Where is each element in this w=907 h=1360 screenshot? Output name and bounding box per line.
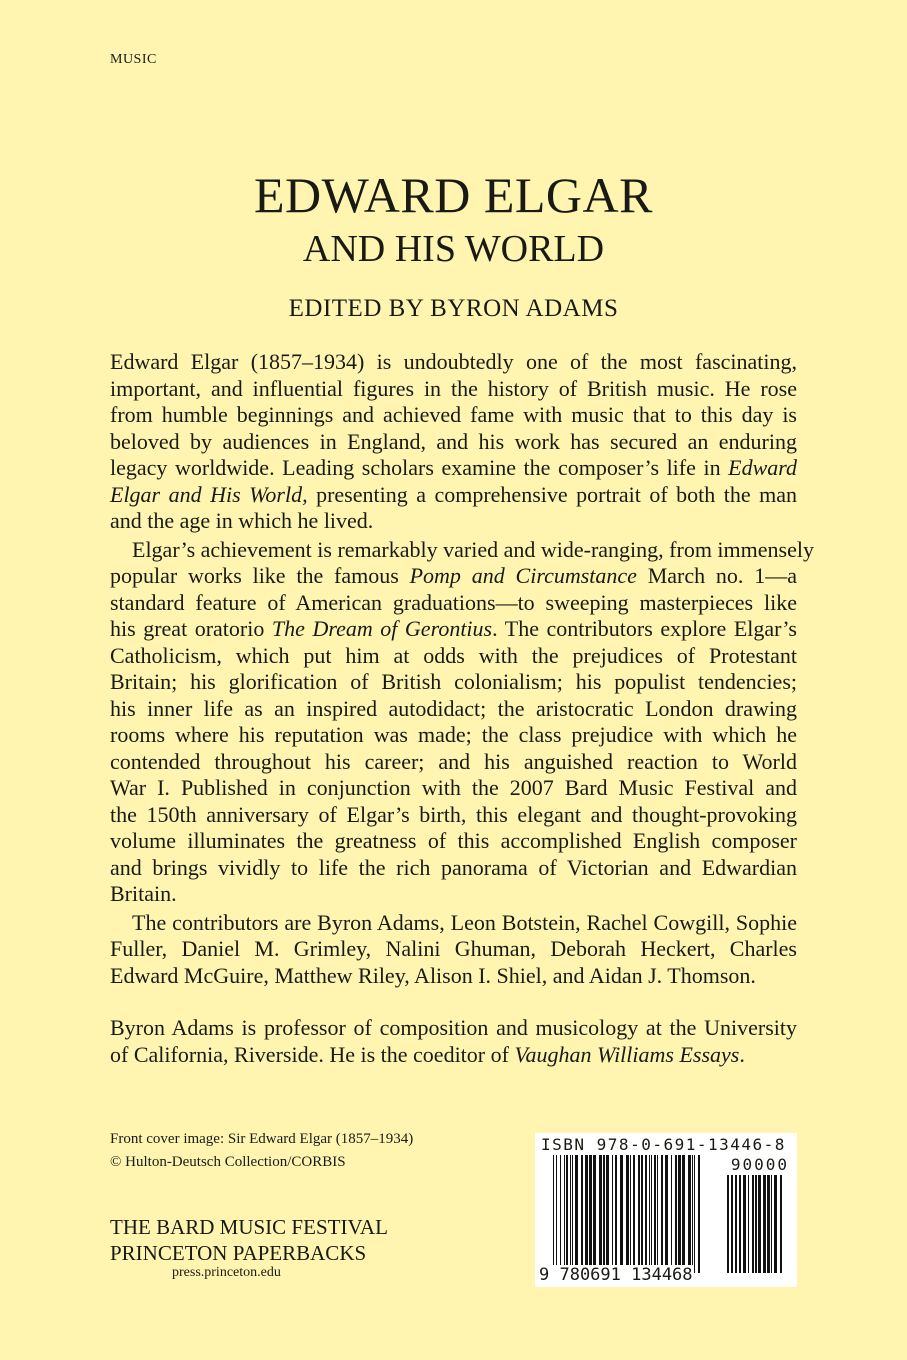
text-segment: and brings vividly to life the rich panorama of Victorian and Edwardian — [110, 854, 797, 880]
cover-image-credit — [110, 1128, 413, 1174]
text-line — [110, 536, 814, 564]
text-line — [110, 828, 797, 855]
barcode-bar — [731, 1175, 733, 1273]
barcode-bar — [575, 1155, 578, 1273]
barcode-bar — [585, 1155, 588, 1273]
text-segment: Edward Elgar (1857–1934) is undoubtedly one of the most fascinating, — [110, 349, 797, 374]
barcode-bar — [692, 1155, 693, 1273]
text-segment: March no. 1—a — [636, 563, 797, 588]
text-line — [110, 508, 797, 535]
publisher-website: press.princeton.edu — [172, 1265, 281, 1280]
barcode-bar — [589, 1155, 592, 1273]
credit-line: Front cover image: Sir Edward Elgar (1857–1934) — [110, 1131, 414, 1147]
text-line — [110, 402, 797, 429]
series-name: THE BARD MUSIC FESTIVAL — [110, 1215, 388, 1239]
barcode-bar — [727, 1175, 729, 1273]
barcode-bar — [641, 1155, 643, 1273]
text-segment: Edward McGuire, Matthew Riley, Alison I. Shiel, and Aidan J. Thomson. — [110, 962, 756, 988]
book-title: EDWARD ELGAR — [253, 167, 654, 223]
text-line — [110, 643, 797, 670]
barcode-bar — [630, 1155, 631, 1273]
text-line — [110, 429, 797, 456]
text-line — [110, 936, 797, 963]
text-segment: . The contributors explore Elgar’s — [492, 616, 797, 641]
barcode-bar — [564, 1155, 565, 1273]
barcode-bar — [671, 1155, 672, 1273]
barcode-bar — [603, 1155, 605, 1273]
text-line — [110, 749, 797, 776]
text-segment: his great oratorio — [110, 616, 272, 641]
description-body — [110, 349, 814, 1068]
series-info — [110, 1214, 388, 1266]
barcode-bar — [581, 1155, 583, 1273]
barcode-bar — [612, 1155, 613, 1273]
barcode-bar — [694, 1155, 695, 1273]
barcode-bar — [675, 1155, 677, 1273]
barcode-bar — [599, 1155, 602, 1273]
barcode-digits: 9 780691 134468 — [539, 1265, 693, 1285]
barcode-bar — [620, 1155, 623, 1273]
text-segment: of California, Riverside. He is the coeditor of — [110, 1041, 515, 1067]
text-segment: the 150th anniversary of Elgar’s birth, this elegant and thought-provoking — [110, 801, 797, 827]
text-line — [110, 669, 797, 696]
text-line — [110, 376, 797, 403]
barcode-bar — [570, 1155, 571, 1273]
barcode-bar — [665, 1155, 668, 1273]
barcode-bar — [553, 1155, 554, 1273]
barcode-bar — [661, 1155, 663, 1273]
category-label: MUSIC — [110, 52, 157, 67]
barcode-bar — [651, 1155, 652, 1273]
text-segment: The contributors are Byron Adams, Leon Botstein, Rachel Cowgill, Sophie — [132, 909, 797, 935]
italic-title: Vaughan Williams Essays — [514, 1041, 740, 1067]
italic-title: Pomp and Circumstance — [409, 563, 637, 588]
text-segment: from humble beginnings and achieved fame with music that to this day is — [110, 402, 797, 427]
barcode-bar — [572, 1155, 573, 1273]
italic-title: The Dream of Gerontius — [271, 616, 493, 641]
text-line — [110, 563, 797, 590]
text-segment: legacy worldwide. Leading scholars examine the composer’s life in — [110, 455, 729, 480]
barcode-bar — [688, 1155, 691, 1273]
text-segment: . — [739, 1041, 745, 1067]
barcode-bar — [633, 1155, 635, 1273]
barcode-bar — [748, 1175, 749, 1273]
text-segment: important, and influential figures in the history of British music. He rose — [110, 375, 797, 401]
barcode-bar — [767, 1175, 770, 1273]
italic-title: Elgar and His World, — [110, 481, 308, 507]
barcode-bar — [739, 1175, 741, 1273]
barcode-bar — [698, 1155, 700, 1273]
barcode-bar — [654, 1155, 656, 1273]
text-line — [110, 722, 797, 749]
text-segment: Elgar’s achievement is remarkably varied and wide-ranging, from immensely — [132, 536, 814, 562]
barcode-bar — [645, 1155, 647, 1273]
text-line — [110, 881, 797, 908]
text-line — [110, 455, 797, 482]
barcode-bar — [606, 1155, 609, 1273]
text-line — [110, 616, 797, 643]
barcode-bar — [615, 1155, 617, 1273]
text-line — [110, 482, 797, 509]
copyright-line: © Hulton-Deutsch Collection/CORBIS — [110, 1154, 346, 1170]
text-line — [110, 910, 797, 937]
barcode-bar — [771, 1175, 772, 1273]
text-line — [110, 1042, 797, 1069]
text-segment: standard feature of American graduations—to sweeping masterpieces like — [110, 589, 797, 615]
paragraph — [110, 910, 797, 990]
paragraph — [110, 349, 797, 535]
paragraph — [110, 536, 814, 908]
text-segment: presenting a comprehensive portrait of both the man — [307, 481, 797, 507]
text-segment: Britain; his glorification of British colonialism; his populist tendencies; — [110, 669, 797, 694]
text-line — [110, 802, 797, 829]
barcode-bar — [566, 1155, 568, 1273]
barcode-bar — [649, 1155, 650, 1273]
barcode-bar — [780, 1175, 782, 1273]
text-segment: Fuller, Daniel M. Grimley, Nalini Ghuman, Deborah Heckert, Charles — [110, 936, 797, 961]
text-segment: War I. Published in conjunction with the 2007 Bard Music Festival and — [110, 775, 797, 800]
publisher-series: PRINCETON PAPERBACKS — [110, 1241, 367, 1265]
text-segment: Catholicism, which put him at odds with the prejudices of Protestant — [110, 642, 797, 668]
editor-credit: EDITED BY BYRON ADAMS — [288, 295, 619, 322]
price-addon: 90000 — [730, 1155, 789, 1174]
text-line — [110, 963, 797, 990]
barcode-bar — [556, 1155, 557, 1273]
text-segment: rooms where his reputation was made; the class prejudice with which he — [110, 722, 797, 747]
text-segment: popular works like the famous — [110, 563, 410, 588]
text-line — [110, 855, 797, 882]
isbn-barcode — [535, 1133, 797, 1287]
text-segment: and the age in which he lived. — [110, 508, 374, 533]
barcode-bar — [763, 1175, 766, 1273]
text-segment: contended throughout his career; and his anguished reaction to World — [110, 748, 797, 774]
barcode-bar — [560, 1155, 561, 1273]
text-line — [110, 696, 797, 723]
text-line — [110, 775, 797, 802]
text-segment: Britain. — [110, 881, 177, 906]
barcode-bar — [758, 1175, 761, 1273]
barcode-bar — [593, 1155, 596, 1273]
text-line — [110, 590, 797, 617]
book-subtitle: AND HIS WORLD — [302, 228, 605, 270]
text-segment: his inner life as an inspired autodidact; the aristocratic London drawing — [110, 695, 797, 721]
barcode-bar — [678, 1155, 681, 1273]
text-segment: Byron Adams is professor of composition and musicology at the University — [110, 1015, 797, 1040]
barcode-bar — [752, 1175, 754, 1273]
italic-title: Edward — [728, 455, 797, 480]
barcode-bar — [657, 1155, 658, 1273]
text-segment: volume illuminates the greatness of this accomplished English composer — [110, 828, 797, 853]
text-segment: beloved by audiences in England, and his work has secured an enduring — [110, 428, 797, 454]
text-line — [110, 1015, 797, 1042]
barcode-bar — [638, 1155, 640, 1273]
paragraph — [110, 1015, 797, 1068]
isbn-label: ISBN 978-0-691-13446-8 — [541, 1135, 786, 1154]
barcode-bar — [682, 1155, 685, 1273]
barcode-bar — [755, 1175, 757, 1273]
barcode-bar — [626, 1155, 629, 1273]
barcode-bar — [735, 1175, 737, 1273]
barcode-bar — [774, 1175, 777, 1273]
barcode-bar — [743, 1175, 746, 1273]
text-line — [110, 349, 797, 376]
